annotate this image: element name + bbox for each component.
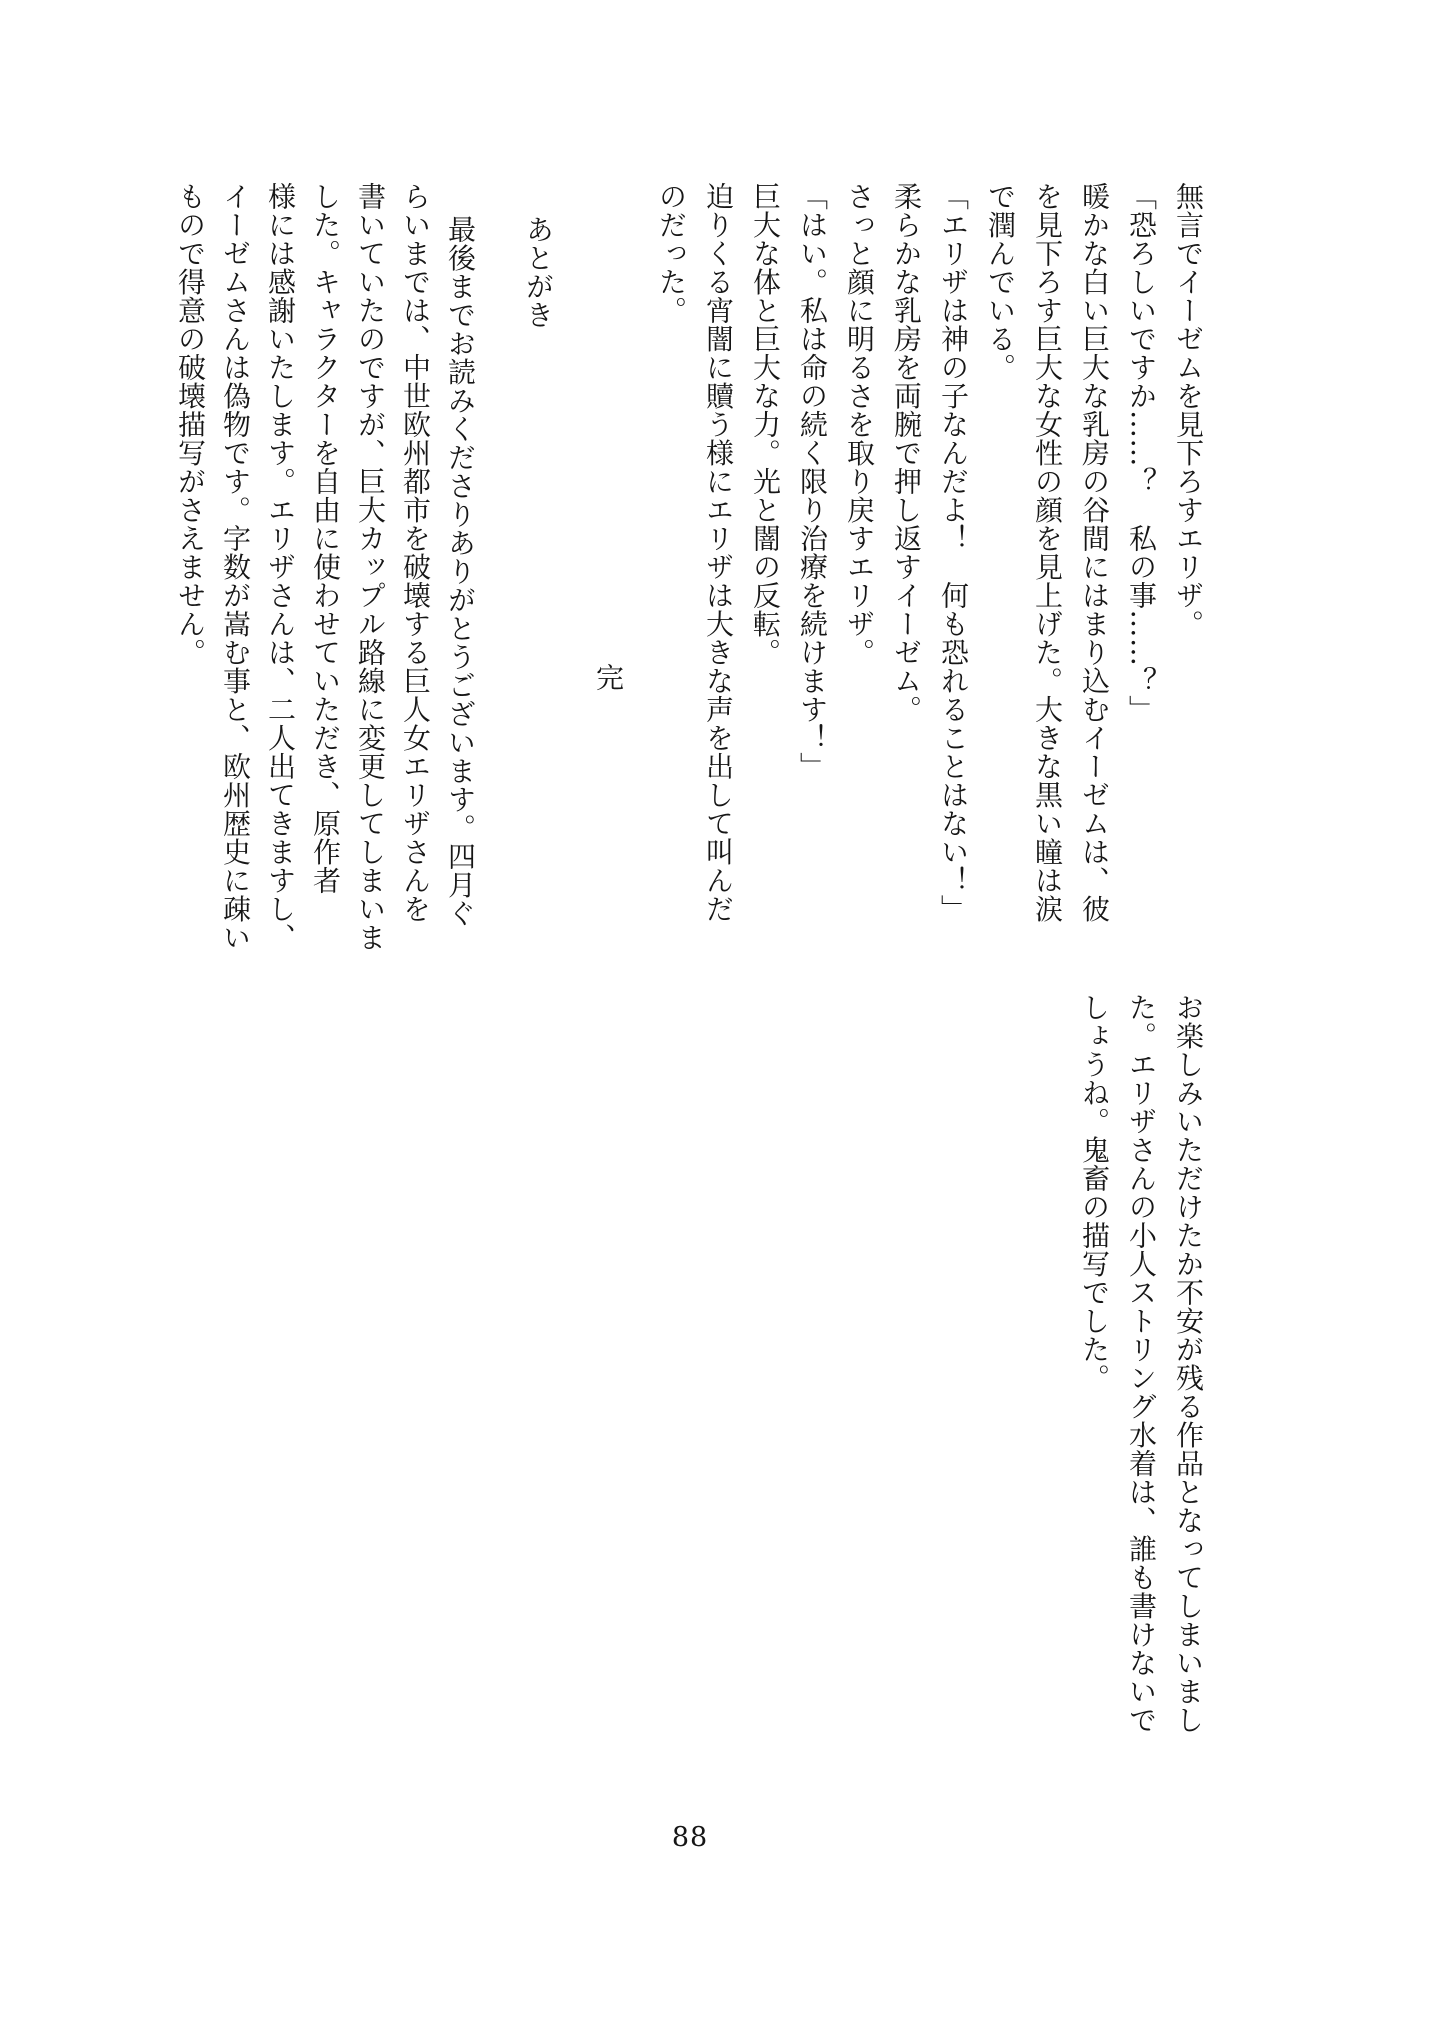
page-number: 88: [671, 1822, 709, 1853]
story-line: 無言でイーゼムを見下ろすエリザ。: [1172, 182, 1205, 638]
story-line: 「はい。私は命の続く限り治療を続けます！」: [796, 182, 829, 781]
afterword-line: もので得意の破壊描写がさえません。: [174, 182, 207, 667]
story-line: 迫りくる宵闇に贖う様にエリザは大きな声を出して叫んだ: [702, 182, 735, 923]
story-line: 「エリザは神の子なんだよ！ 何も恐れることはない！」: [937, 182, 970, 923]
afterword-line: イーゼムさんは偽物です。字数が嵩む事と、欧州歴史に疎い: [219, 182, 252, 952]
story-line: 柔らかな乳房を両腕で押し返すイーゼム。: [890, 182, 923, 724]
story-line: 暖かな白い巨大な乳房の谷間にはまり込むイーゼムは、彼: [1078, 182, 1111, 923]
story-and-afterword-block: [168, 182, 1212, 952]
story-line: のだった。: [655, 182, 688, 325]
story-line: 巨大な体と巨大な力。光と闇の反転。: [749, 182, 782, 667]
afterword-line: しょうね。鬼畜の描写でした。: [1078, 993, 1111, 1392]
afterword-line: した。キャラクターを自由に使わせていただき、原作者: [309, 182, 342, 895]
story-line: で潤んでいる。: [984, 182, 1017, 382]
afterword-line: らいまでは、中世欧州都市を破壊する巨人女エリザさんを: [399, 182, 432, 923]
afterword-line: た。エリザさんの小人ストリング水着は、誰も書けないで: [1125, 993, 1158, 1734]
afterword-line: お楽しみいただけたか不安が残る作品となってしまいまし: [1172, 993, 1205, 1734]
afterword-line: 様には感謝いたします。エリザさんは、二人出てきますし、: [264, 182, 297, 952]
end-mark: 完: [592, 663, 625, 692]
story-line: を見下ろす巨大な女性の顔を見上げた。大きな黒い瞳は涙: [1031, 182, 1064, 923]
story-line: 「恐ろしいですか……？ 私の事……？」: [1125, 182, 1158, 724]
afterword-line: 最後までお読みくださりありがとうございます。四月ぐ: [444, 215, 477, 928]
afterword-line: 書いていたのですが、巨大カップル路線に変更してしまいま: [354, 182, 387, 952]
story-line: さっと顔に明るさを取り戻すエリザ。: [843, 182, 876, 667]
afterword-heading: あとがき: [522, 215, 555, 329]
afterword-continued-block: [1071, 993, 1212, 1749]
